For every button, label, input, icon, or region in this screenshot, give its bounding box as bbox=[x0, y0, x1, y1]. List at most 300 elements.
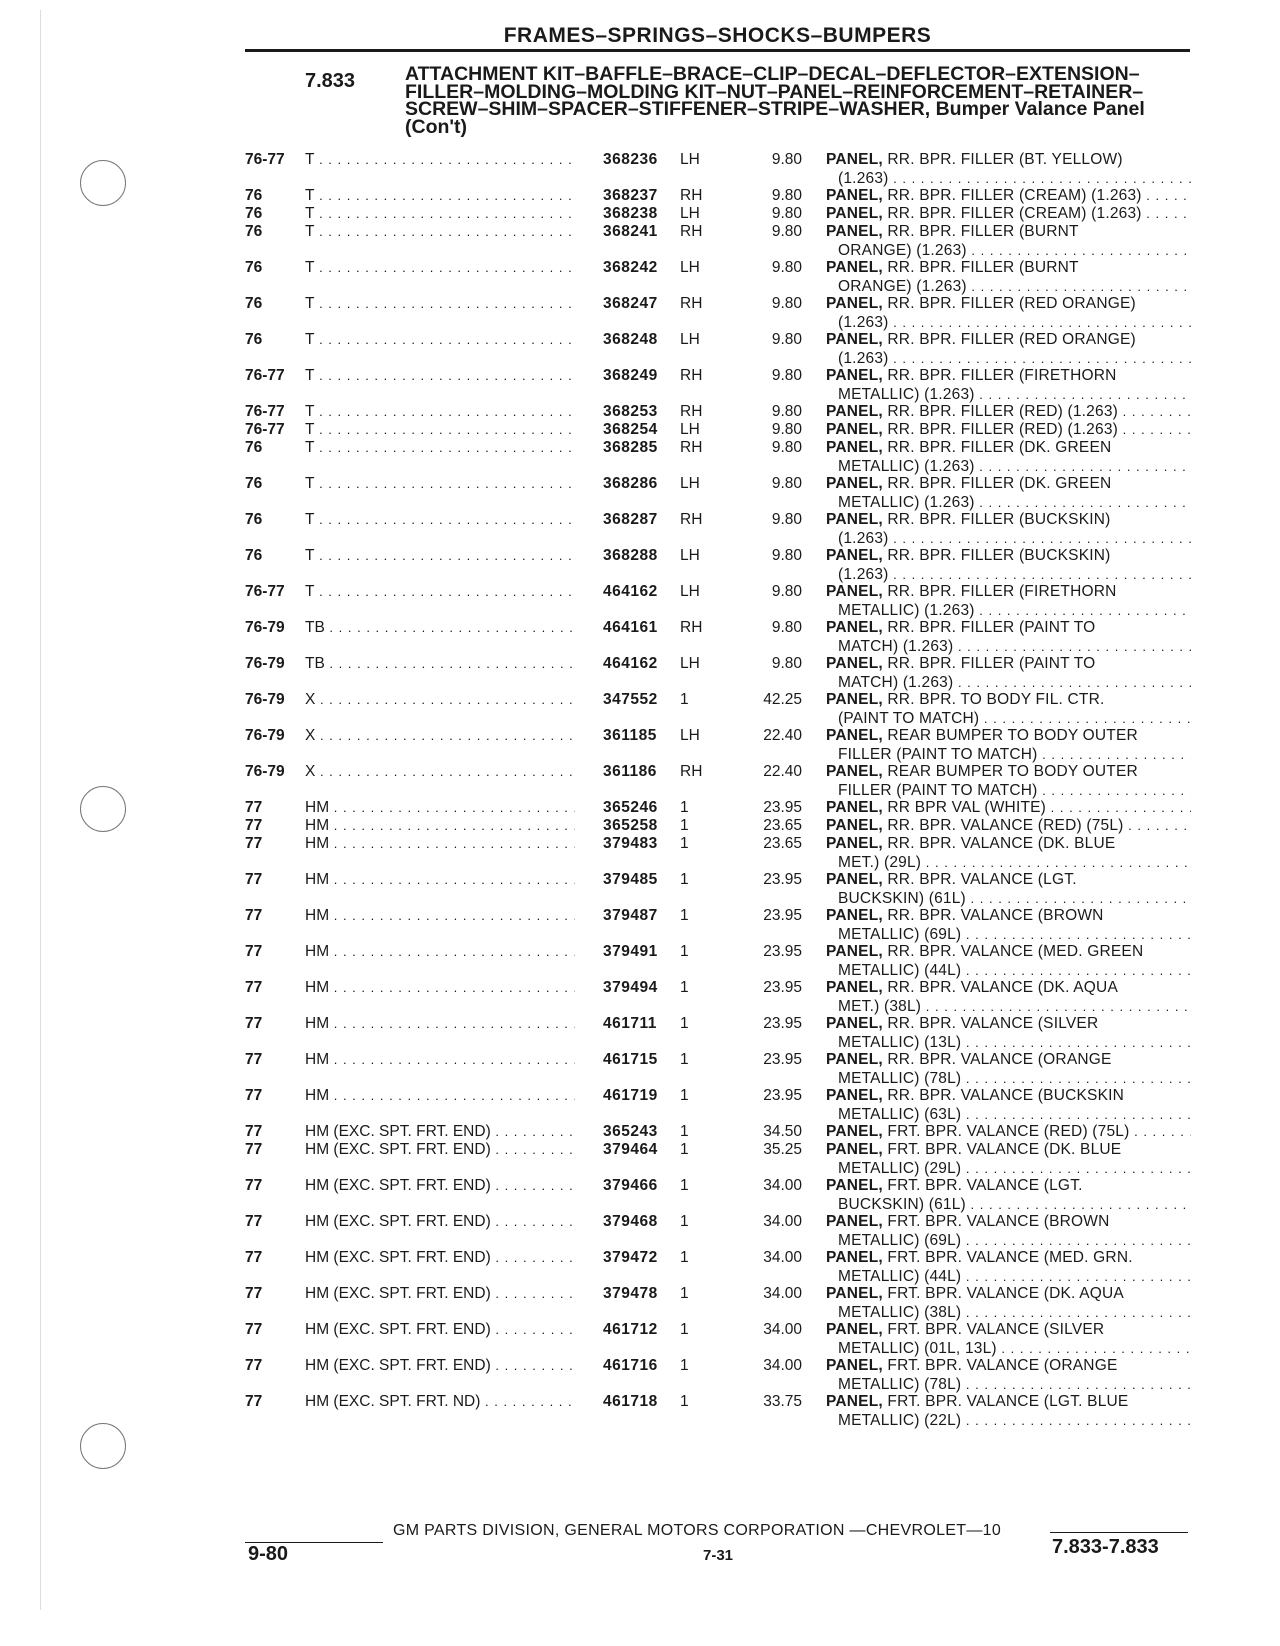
part-description bbox=[826, 979, 1191, 1016]
price: 22.40 bbox=[763, 763, 802, 780]
section-title-text: ATTACHMENT KIT–BAFFLE–BRACE–CLIP–DECAL–DEFLECTOR–EXTENSION–FILLER–MOLDING–MOLDING KIT–NUT–PANEL–REINFORCEMENT–RETAINER–SCREW–SHIM–SPACER–STIFFENER–STRIPE–WASHER, bbox=[405, 63, 1144, 120]
description-text: RR. BPR. VALANCE (BUCKSKIN bbox=[887, 1087, 1125, 1104]
model-code: X . . . bbox=[305, 727, 575, 745]
description-noun: PANEL, bbox=[826, 475, 883, 492]
price: 9.80 bbox=[771, 403, 802, 420]
part-number: 379487 bbox=[603, 907, 658, 924]
model-year: 76 bbox=[245, 439, 263, 456]
model-year: 76 bbox=[245, 187, 263, 204]
part-description bbox=[826, 331, 1191, 368]
price: 34.50 bbox=[763, 1123, 802, 1140]
model-year: 76 bbox=[245, 295, 263, 312]
quantity: LH bbox=[680, 655, 700, 672]
section-title-suffix: Bumper Valance Panel (Con't) bbox=[405, 98, 1145, 138]
description-text: RR. BPR. FILLER (RED) (1.263) bbox=[887, 421, 1119, 438]
description-line bbox=[826, 1087, 1191, 1106]
price: 34.00 bbox=[763, 1357, 802, 1374]
table-row bbox=[0, 1141, 1280, 1177]
quantity: 1 bbox=[680, 799, 689, 816]
description-continuation: METALLIC) (44L) . . . bbox=[826, 962, 1191, 981]
price: 9.80 bbox=[771, 223, 802, 240]
description-noun: PANEL, bbox=[826, 655, 883, 672]
price: 9.80 bbox=[771, 583, 802, 600]
description-continuation: (1.263) . . . bbox=[826, 530, 1191, 549]
part-number: 461712 bbox=[603, 1321, 658, 1338]
part-description bbox=[826, 583, 1191, 620]
description-continuation: FILLER (PAINT TO MATCH) . . . bbox=[826, 746, 1191, 765]
description-text: REAR BUMPER TO BODY OUTER bbox=[887, 763, 1138, 780]
price: 22.40 bbox=[763, 727, 802, 744]
part-number: 368242 bbox=[603, 259, 658, 276]
quantity: 1 bbox=[680, 1357, 689, 1374]
description-noun: PANEL, bbox=[826, 619, 883, 636]
model-year: 76-79 bbox=[245, 763, 285, 780]
model-year: 76-79 bbox=[245, 655, 285, 672]
description-line bbox=[826, 907, 1191, 926]
model-code: HM (EXC. SPT. FRT. END) . . . bbox=[305, 1357, 575, 1375]
description-continuation: BUCKSKIN) (61L) . . . bbox=[826, 1196, 1191, 1215]
description-noun: PANEL, bbox=[826, 799, 883, 816]
quantity: LH bbox=[680, 547, 700, 564]
quantity: 1 bbox=[680, 1393, 689, 1410]
part-number: 365246 bbox=[603, 799, 658, 816]
model-year: 77 bbox=[245, 1285, 263, 1302]
description-noun: PANEL, bbox=[826, 547, 883, 564]
description-noun: PANEL, bbox=[826, 943, 883, 960]
price: 9.80 bbox=[771, 547, 802, 564]
model-year: 76 bbox=[245, 259, 263, 276]
description-continuation: METALLIC) (44L) . . . bbox=[826, 1268, 1191, 1287]
model-year: 77 bbox=[245, 979, 263, 996]
price: 42.25 bbox=[763, 691, 802, 708]
description-line bbox=[826, 691, 1191, 710]
description-text: RR. BPR. FILLER (BUCKSKIN) bbox=[887, 511, 1111, 528]
part-number: 379468 bbox=[603, 1213, 658, 1230]
part-description bbox=[826, 151, 1191, 188]
model-year: 77 bbox=[245, 799, 263, 816]
table-row bbox=[0, 259, 1280, 295]
model-code: HM . . . bbox=[305, 817, 575, 835]
description-continuation: METALLIC) (1.263) . . . bbox=[826, 494, 1191, 513]
table-row bbox=[0, 979, 1280, 1015]
part-number: 368285 bbox=[603, 439, 658, 456]
description-text: RR. BPR. FILLER (CREAM) (1.263) bbox=[887, 187, 1142, 204]
description-noun: PANEL, bbox=[826, 259, 883, 276]
binder-hole bbox=[80, 1423, 126, 1469]
description-text: RR. BPR. FILLER (RED) (1.263) bbox=[887, 403, 1119, 420]
quantity: RH bbox=[680, 763, 703, 780]
description-text: RR. BPR. FILLER (CREAM) (1.263) bbox=[887, 205, 1142, 222]
description-line bbox=[826, 871, 1191, 890]
description-noun: PANEL, bbox=[826, 979, 883, 996]
description-continuation: METALLIC) (1.263) . . . bbox=[826, 386, 1191, 405]
part-description bbox=[826, 871, 1191, 908]
part-number: 368247 bbox=[603, 295, 658, 312]
description-text: FRT. BPR. VALANCE (MED. GRN. bbox=[887, 1249, 1133, 1266]
model-year: 77 bbox=[245, 1015, 263, 1032]
description-noun: PANEL, bbox=[826, 1285, 883, 1302]
description-noun: PANEL, bbox=[826, 691, 883, 708]
part-number: 368286 bbox=[603, 475, 658, 492]
part-number: 379491 bbox=[603, 943, 658, 960]
table-row bbox=[0, 1357, 1280, 1393]
description-line bbox=[826, 655, 1191, 674]
quantity: 1 bbox=[680, 1213, 689, 1230]
description-noun: PANEL, bbox=[826, 421, 883, 438]
model-year: 76 bbox=[245, 511, 263, 528]
part-description bbox=[826, 223, 1191, 260]
quantity: LH bbox=[680, 151, 700, 168]
model-year: 76-79 bbox=[245, 727, 285, 744]
footer-section-range: 7.833-7.833 bbox=[1052, 1536, 1159, 1558]
price: 9.80 bbox=[771, 511, 802, 528]
model-year: 77 bbox=[245, 1087, 263, 1104]
description-text: RR. BPR. TO BODY FIL. CTR. bbox=[887, 691, 1105, 708]
table-row bbox=[0, 439, 1280, 475]
model-code: HM (EXC. SPT. FRT. END) . . . bbox=[305, 1321, 575, 1339]
part-number: 361185 bbox=[603, 727, 657, 744]
model-code: HM . . . bbox=[305, 1087, 575, 1105]
quantity: 1 bbox=[680, 871, 689, 888]
description-noun: PANEL, bbox=[826, 151, 883, 168]
part-number: 464161 bbox=[603, 619, 658, 636]
model-code: HM . . . bbox=[305, 979, 575, 997]
part-number: 368238 bbox=[603, 205, 658, 222]
model-code: HM . . . bbox=[305, 1051, 575, 1069]
model-year: 76-77 bbox=[245, 583, 285, 600]
description-line bbox=[826, 1213, 1191, 1232]
model-year: 76-79 bbox=[245, 619, 285, 636]
model-year: 77 bbox=[245, 1123, 263, 1140]
quantity: RH bbox=[680, 223, 703, 240]
model-code: HM . . . bbox=[305, 1015, 575, 1033]
description-line bbox=[826, 583, 1191, 602]
part-number: 379464 bbox=[603, 1141, 658, 1158]
quantity: 1 bbox=[680, 1123, 689, 1140]
description-continuation: METALLIC) (1.263) . . . bbox=[826, 602, 1191, 621]
description-text: FRT. BPR. VALANCE (SILVER bbox=[887, 1321, 1105, 1338]
description-noun: PANEL, bbox=[826, 871, 883, 888]
description-line bbox=[826, 835, 1191, 854]
description-noun: PANEL, bbox=[826, 907, 883, 924]
description-line bbox=[826, 403, 1191, 422]
part-description bbox=[826, 439, 1191, 476]
table-row bbox=[0, 223, 1280, 259]
header-rule bbox=[245, 49, 1190, 52]
description-noun: PANEL, bbox=[826, 367, 883, 384]
price: 9.80 bbox=[771, 187, 802, 204]
part-number: 379466 bbox=[603, 1177, 658, 1194]
model-code: T . . . bbox=[305, 367, 575, 385]
description-continuation: (1.263) . . . bbox=[826, 170, 1191, 189]
quantity: 1 bbox=[680, 907, 689, 924]
model-code: T . . . bbox=[305, 295, 575, 313]
description-noun: PANEL, bbox=[826, 223, 883, 240]
model-code: HM . . . bbox=[305, 907, 575, 925]
model-code: HM (EXC. SPT. FRT. END) . . . bbox=[305, 1141, 575, 1159]
price: 35.25 bbox=[763, 1141, 802, 1158]
part-description bbox=[826, 205, 1191, 224]
description-line bbox=[826, 1357, 1191, 1376]
description-line bbox=[826, 475, 1191, 494]
model-code: T . . . bbox=[305, 583, 575, 601]
description-continuation: METALLIC) (29L) . . . bbox=[826, 1160, 1191, 1179]
model-year: 77 bbox=[245, 943, 263, 960]
part-number: 368287 bbox=[603, 511, 658, 528]
description-text: RR. BPR. FILLER (RED ORANGE) bbox=[887, 295, 1136, 312]
part-number: 464162 bbox=[603, 655, 658, 672]
part-description bbox=[826, 943, 1191, 980]
description-noun: PANEL, bbox=[826, 205, 883, 222]
model-year: 77 bbox=[245, 1249, 263, 1266]
part-description bbox=[826, 1087, 1191, 1124]
part-description bbox=[826, 295, 1191, 332]
description-continuation: METALLIC) (22L) . . . bbox=[826, 1412, 1191, 1431]
model-year: 77 bbox=[245, 1393, 263, 1410]
price: 23.65 bbox=[763, 835, 802, 852]
description-text: FRT. BPR. VALANCE (LGT. bbox=[887, 1177, 1083, 1194]
table-row bbox=[0, 763, 1280, 799]
part-number: 379494 bbox=[603, 979, 658, 996]
quantity: LH bbox=[680, 421, 700, 438]
model-year: 76 bbox=[245, 205, 263, 222]
table-row bbox=[0, 835, 1280, 871]
quantity: LH bbox=[680, 727, 700, 744]
description-line bbox=[826, 763, 1191, 782]
table-row bbox=[0, 1321, 1280, 1357]
description-line bbox=[826, 1177, 1191, 1196]
description-line bbox=[826, 1141, 1191, 1160]
description-text: RR. BPR. VALANCE (BROWN bbox=[887, 907, 1104, 924]
description-continuation: METALLIC) (69L) . . . bbox=[826, 926, 1191, 945]
description-noun: PANEL, bbox=[826, 439, 883, 456]
model-year: 76-77 bbox=[245, 421, 285, 438]
model-code: T . . . bbox=[305, 403, 575, 421]
description-line bbox=[826, 619, 1191, 638]
part-description bbox=[826, 1123, 1191, 1142]
footer-date: 9-80 bbox=[248, 1543, 289, 1565]
description-noun: PANEL, bbox=[826, 187, 883, 204]
description-text: FRT. BPR. VALANCE (DK. BLUE bbox=[887, 1141, 1122, 1158]
price: 23.95 bbox=[763, 1087, 802, 1104]
table-row bbox=[0, 511, 1280, 547]
description-line bbox=[826, 1015, 1191, 1034]
description-line bbox=[826, 727, 1191, 746]
description-line bbox=[826, 1393, 1191, 1412]
description-line bbox=[826, 943, 1191, 962]
description-line bbox=[826, 799, 1191, 818]
price: 9.80 bbox=[771, 439, 802, 456]
table-row bbox=[0, 1015, 1280, 1051]
part-number: 461715 bbox=[603, 1051, 658, 1068]
model-year: 77 bbox=[245, 1141, 263, 1158]
model-code: TB . . . bbox=[305, 619, 575, 637]
description-text: RR. BPR. VALANCE (DK. BLUE bbox=[887, 835, 1116, 852]
price: 34.00 bbox=[763, 1249, 802, 1266]
part-number: 368248 bbox=[603, 331, 658, 348]
table-row bbox=[0, 727, 1280, 763]
description-continuation: (1.263) . . . bbox=[826, 566, 1191, 585]
description-line bbox=[826, 1123, 1191, 1142]
part-number: 461719 bbox=[603, 1087, 658, 1104]
description-noun: PANEL, bbox=[826, 1249, 883, 1266]
description-noun: PANEL, bbox=[826, 727, 883, 744]
description-continuation: METALLIC) (13L) . . . bbox=[826, 1034, 1191, 1053]
part-number: 379472 bbox=[603, 1249, 658, 1266]
part-description bbox=[826, 1393, 1191, 1430]
part-number: 368249 bbox=[603, 367, 658, 384]
description-line bbox=[826, 331, 1191, 350]
part-description bbox=[826, 835, 1191, 872]
table-row bbox=[0, 1177, 1280, 1213]
description-continuation: ORANGE) (1.263) . . . bbox=[826, 242, 1191, 261]
model-code: T . . . bbox=[305, 475, 575, 493]
model-code: HM (EXC. SPT. FRT. END) . . . bbox=[305, 1123, 575, 1141]
description-text: RR. BPR. VALANCE (LGT. bbox=[887, 871, 1077, 888]
table-row bbox=[0, 331, 1280, 367]
description-text: RR. BPR. FILLER (FIRETHORN bbox=[887, 367, 1117, 384]
quantity: LH bbox=[680, 259, 700, 276]
model-code: HM (EXC. SPT. FRT. END) . . . bbox=[305, 1249, 575, 1267]
part-description bbox=[826, 1015, 1191, 1052]
price: 23.95 bbox=[763, 907, 802, 924]
description-line bbox=[826, 1285, 1191, 1304]
quantity: 1 bbox=[680, 1285, 689, 1302]
description-noun: PANEL, bbox=[826, 817, 883, 834]
part-number: 361186 bbox=[603, 763, 657, 780]
description-continuation: ORANGE) (1.263) . . . bbox=[826, 278, 1191, 297]
description-continuation: MET.) (29L) . . . bbox=[826, 854, 1191, 873]
part-description bbox=[826, 1051, 1191, 1088]
footer-rule bbox=[1050, 1532, 1188, 1533]
description-noun: PANEL, bbox=[826, 763, 883, 780]
description-text: RR. BPR. FILLER (DK. GREEN bbox=[887, 439, 1112, 456]
description-line bbox=[826, 295, 1191, 314]
model-year: 77 bbox=[245, 871, 263, 888]
table-row bbox=[0, 295, 1280, 331]
model-year: 76-77 bbox=[245, 151, 285, 168]
price: 9.80 bbox=[771, 259, 802, 276]
model-year: 76-77 bbox=[245, 367, 285, 384]
description-text: FRT. BPR. VALANCE (BROWN bbox=[887, 1213, 1110, 1230]
part-description bbox=[826, 511, 1191, 548]
quantity: 1 bbox=[680, 1321, 689, 1338]
quantity: 1 bbox=[680, 1087, 689, 1104]
part-description bbox=[826, 727, 1191, 764]
quantity: RH bbox=[680, 367, 703, 384]
description-noun: PANEL, bbox=[826, 1051, 883, 1068]
part-number: 368237 bbox=[603, 187, 658, 204]
price: 23.95 bbox=[763, 1015, 802, 1032]
description-line bbox=[826, 1321, 1191, 1340]
description-continuation: BUCKSKIN) (61L) . . . bbox=[826, 890, 1191, 909]
description-line bbox=[826, 439, 1191, 458]
description-text: RR. BPR. VALANCE (ORANGE bbox=[887, 1051, 1112, 1068]
price: 34.00 bbox=[763, 1285, 802, 1302]
part-number: 461716 bbox=[603, 1357, 658, 1374]
table-row bbox=[0, 943, 1280, 979]
price: 33.75 bbox=[763, 1393, 802, 1410]
section-number: 7.833 bbox=[305, 70, 356, 92]
part-number: 368253 bbox=[603, 403, 658, 420]
description-line bbox=[826, 223, 1191, 242]
price: 23.95 bbox=[763, 871, 802, 888]
description-continuation: METALLIC) (78L) . . . bbox=[826, 1376, 1191, 1395]
section-title bbox=[405, 63, 1195, 138]
quantity: 1 bbox=[680, 1177, 689, 1194]
part-number: 365258 bbox=[603, 817, 658, 834]
part-description bbox=[826, 367, 1191, 404]
description-text: FRT. BPR. VALANCE (RED) (75L) bbox=[887, 1123, 1130, 1140]
description-line bbox=[826, 511, 1191, 530]
description-noun: PANEL, bbox=[826, 835, 883, 852]
model-code: T . . . bbox=[305, 511, 575, 529]
model-code: HM . . . bbox=[305, 943, 575, 961]
part-number: 379485 bbox=[603, 871, 658, 888]
description-text: RR. BPR. FILLER (FIRETHORN bbox=[887, 583, 1117, 600]
model-code: HM (EXC. SPT. FRT. ND) . . . bbox=[305, 1393, 575, 1411]
description-text: FRT. BPR. VALANCE (LGT. BLUE bbox=[887, 1393, 1129, 1410]
quantity: LH bbox=[680, 331, 700, 348]
model-code: T . . . bbox=[305, 331, 575, 349]
model-code: HM . . . bbox=[305, 835, 575, 853]
description-noun: PANEL, bbox=[826, 331, 883, 348]
description-continuation: METALLIC) (01L, 13L) . . . bbox=[826, 1340, 1191, 1359]
price: 23.65 bbox=[763, 817, 802, 834]
description-line bbox=[826, 547, 1191, 566]
description-line bbox=[826, 817, 1191, 836]
quantity: RH bbox=[680, 439, 703, 456]
description-continuation: METALLIC) (38L) . . . bbox=[826, 1304, 1191, 1323]
description-text: RR. BPR. FILLER (PAINT TO bbox=[887, 655, 1096, 672]
price: 9.80 bbox=[771, 331, 802, 348]
description-continuation: MET.) (38L) . . . bbox=[826, 998, 1191, 1017]
model-year: 76-77 bbox=[245, 403, 285, 420]
table-row bbox=[0, 1213, 1280, 1249]
description-continuation: FILLER (PAINT TO MATCH) . . . bbox=[826, 782, 1191, 801]
model-year: 77 bbox=[245, 907, 263, 924]
price: 9.80 bbox=[771, 205, 802, 222]
description-noun: PANEL, bbox=[826, 1321, 883, 1338]
model-year: 77 bbox=[245, 1051, 263, 1068]
description-text: RR. BPR. VALANCE (MED. GREEN bbox=[887, 943, 1144, 960]
description-noun: PANEL, bbox=[826, 295, 883, 312]
part-number: 368288 bbox=[603, 547, 658, 564]
description-text: RR. BPR. FILLER (BT. YELLOW) bbox=[887, 151, 1123, 168]
description-noun: PANEL, bbox=[826, 1177, 883, 1194]
table-row bbox=[0, 871, 1280, 907]
part-description bbox=[826, 1177, 1191, 1214]
price: 23.95 bbox=[763, 799, 802, 816]
description-continuation: (1.263) . . . bbox=[826, 350, 1191, 369]
quantity: 1 bbox=[680, 691, 689, 708]
price: 9.80 bbox=[771, 421, 802, 438]
description-line bbox=[826, 187, 1191, 206]
price: 9.80 bbox=[771, 151, 802, 168]
model-code: HM . . . bbox=[305, 799, 575, 817]
model-code: T . . . bbox=[305, 547, 575, 565]
page-header-title: FRAMES–SPRINGS–SHOCKS–BUMPERS bbox=[503, 24, 932, 47]
part-description bbox=[826, 1249, 1191, 1286]
table-row bbox=[0, 907, 1280, 943]
table-row bbox=[0, 547, 1280, 583]
model-year: 76 bbox=[245, 331, 263, 348]
model-code: T . . . bbox=[305, 205, 575, 223]
part-description bbox=[826, 1321, 1191, 1358]
description-text: FRT. BPR. VALANCE (ORANGE bbox=[887, 1357, 1118, 1374]
quantity: 1 bbox=[680, 835, 689, 852]
table-row bbox=[0, 1285, 1280, 1321]
